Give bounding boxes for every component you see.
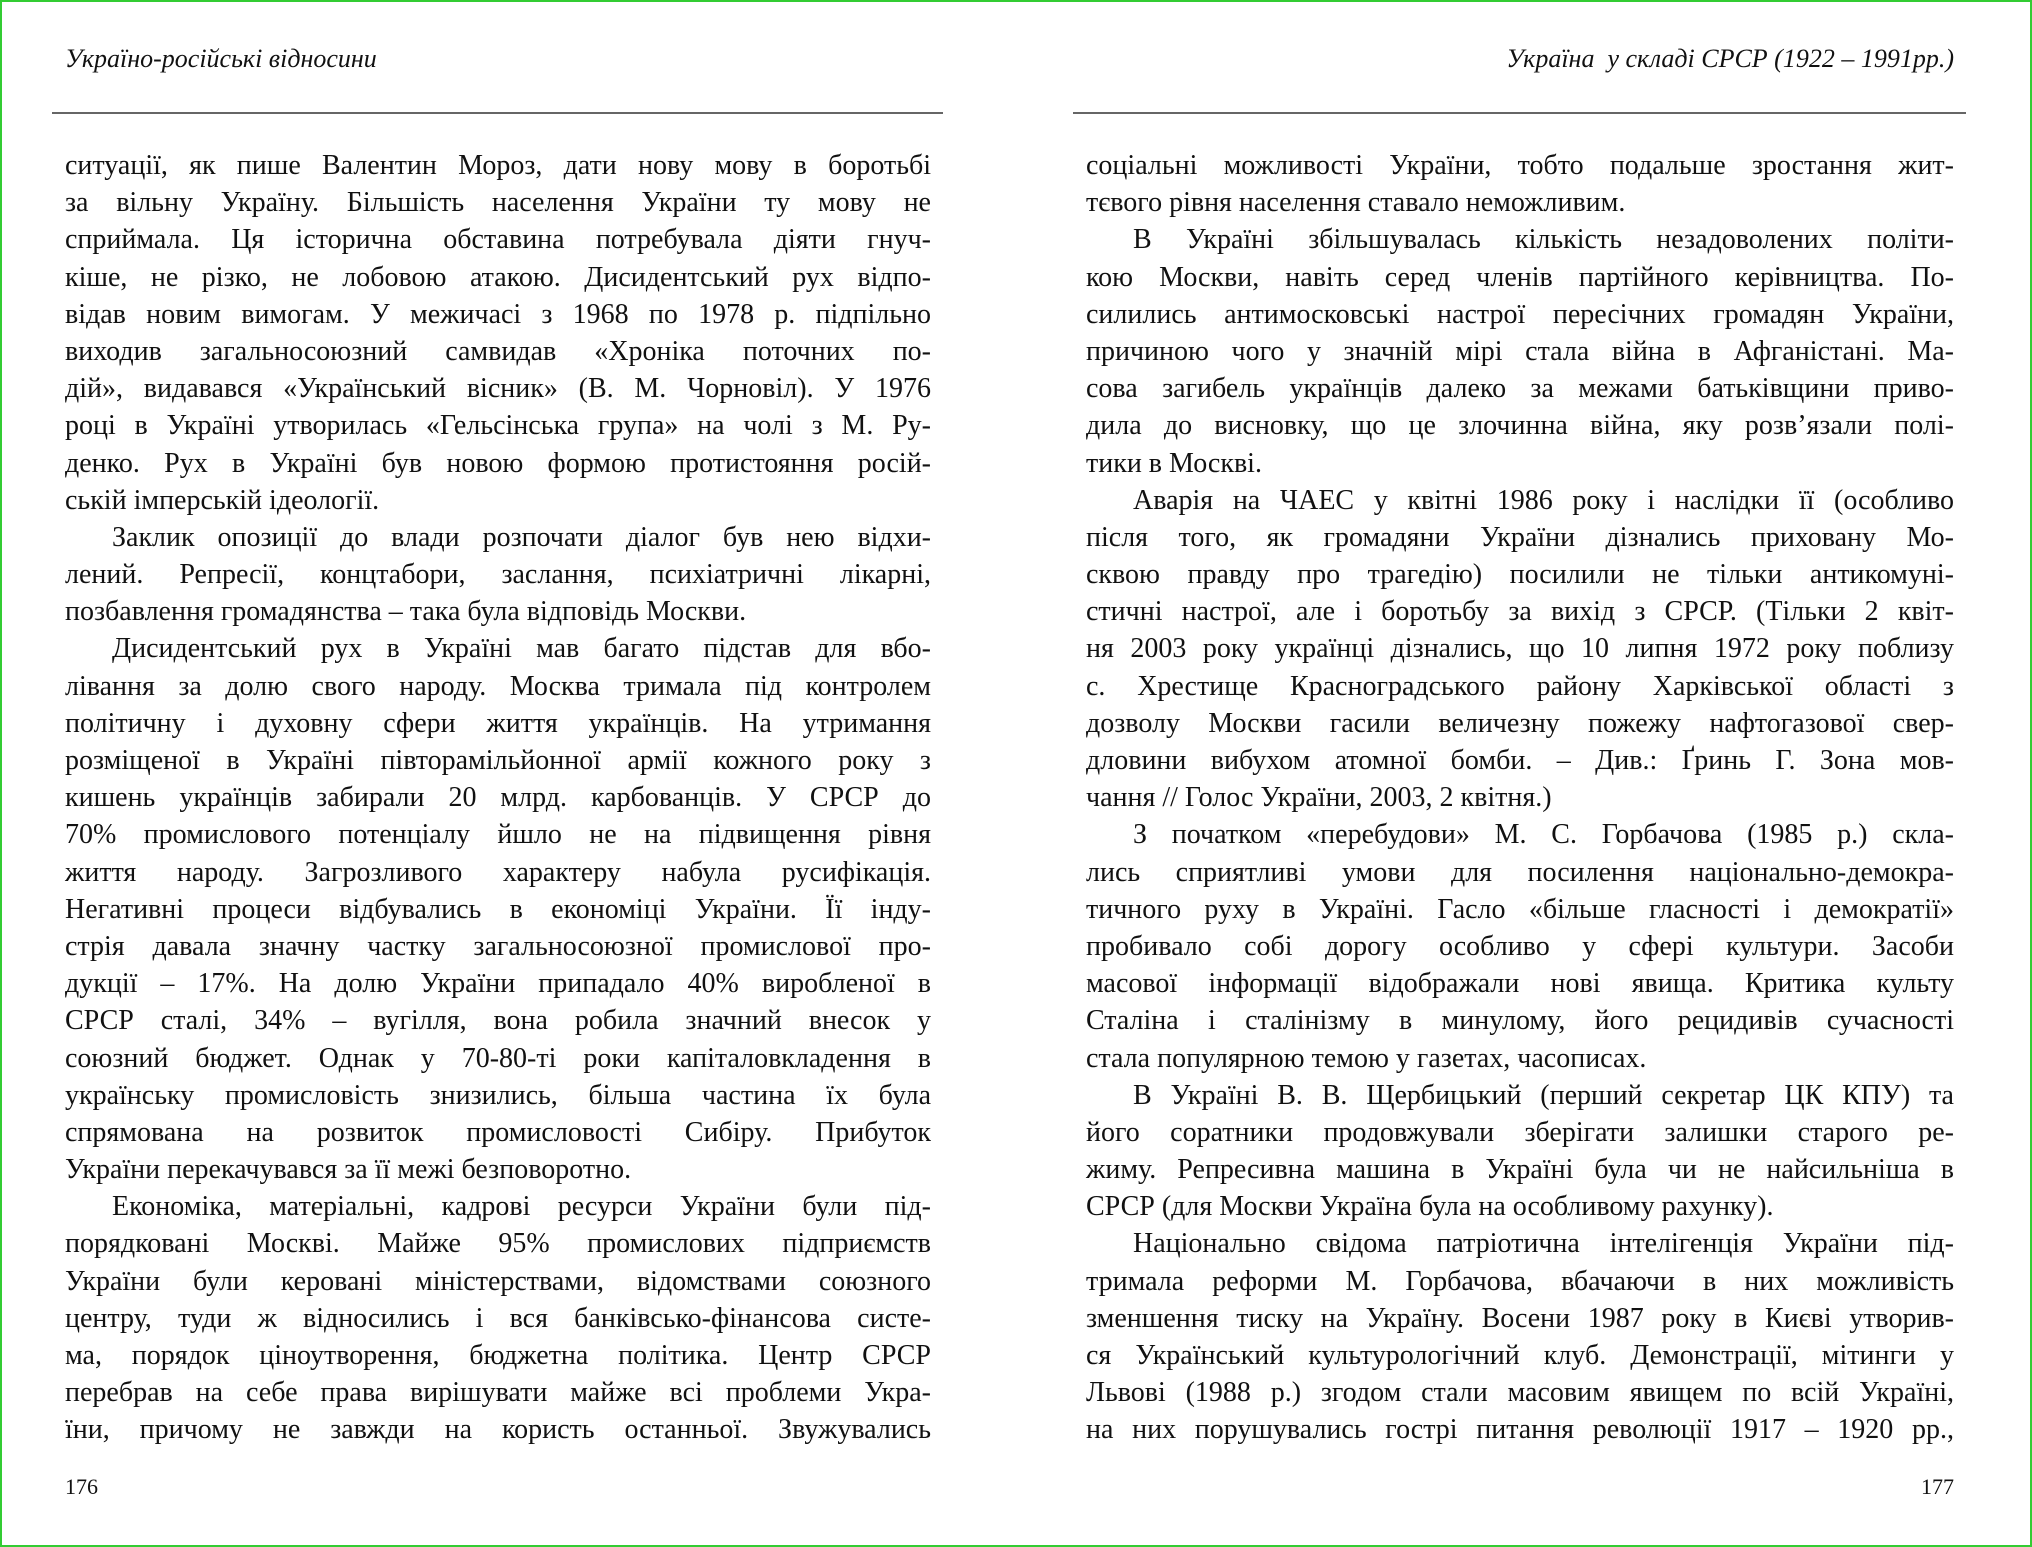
text-line: В Україні В. В. Щербицький (перший секретар ЦК КПУ) та — [1133, 1079, 1954, 1111]
text-line: лись сприятливі умови для посилення національно-демокра- — [1086, 856, 1954, 888]
text-line: дій», видавався «Український вісник» (В. М. Чорновіл). У 1976 — [65, 373, 931, 405]
text-line: 70% промислового потенціалу йшло не на підвищення рівня — [65, 819, 931, 851]
text-line: спрямована на розвиток промисловості Сибіру. Прибуток — [65, 1116, 931, 1148]
text-line: дловини вибухом атомної бомби. – Див.: Ґринь Г. Зона мов- — [1086, 745, 1954, 776]
text-line: стала популярною темою у газетах, часописах. — [1086, 1042, 1647, 1074]
text-line: лений. Репресії, концтабори, заслання, психіатричні лікарні, — [65, 559, 931, 591]
text-line: Дисидентський рух в Україні мав багато підстав для вбо- — [112, 633, 931, 665]
right-header-rule — [1073, 112, 1966, 114]
text-line: ській імперській ідеології. — [65, 484, 380, 516]
left-page-number: 176 — [65, 1474, 98, 1499]
text-line: ситуації, як пише Валентин Мороз, дати нову мову в боротьбі — [65, 150, 931, 181]
text-line: кою Москви, навіть серед членів партійного керівництва. По- — [1086, 261, 1954, 293]
text-line: денко. Рух в Україні був новою формою протистояння росій- — [65, 447, 931, 479]
right-page-number: 177 — [1921, 1474, 1954, 1499]
text-line: українську промисловість знизились, більша частина їх була — [65, 1079, 931, 1111]
text-line: соціальні можливості України, тобто подальше зростання жит- — [1086, 150, 1954, 181]
text-line: його соратники продовжували зберігати залишки старого ре- — [1086, 1116, 1954, 1148]
left-running-head: Україно-російські відносини — [65, 44, 377, 73]
text-line: масової інформації відображали нові явища. Критика культу — [1086, 968, 1954, 1000]
text-line: життя народу. Загрозливого характеру набула русифікація. — [65, 856, 931, 888]
text-line: сквою правду про трагедію) посилили не тільки антикомуні- — [1086, 559, 1954, 591]
text-line: Сталіна і сталінізму в минулому, його рецидивів сучасності — [1086, 1005, 1954, 1037]
text-line: чання // Голос України, 2003, 2 квітня.) — [1086, 782, 1552, 814]
text-line: лівання за долю свого народу. Москва тримала під контролем — [65, 670, 931, 702]
text-line: зменшення тиску на Україну. Восени 1987 року в Києві утворив- — [1086, 1302, 1954, 1334]
text-line: жиму. Репресивна машина в Україні була чи не найсильніша в — [1086, 1154, 1954, 1186]
text-line: на них порушувались гострі питання революції 1917 – 1920 рр., — [1086, 1414, 1954, 1446]
text-line: України були керовані міністерствами, відомствами союзного — [65, 1265, 931, 1297]
right-running-head: Україна у складі СРСР (1922 – 1991рр.) — [1506, 44, 1954, 73]
left-header-rule — [52, 112, 943, 114]
text-line: відав новим вимогам. У межичасі з 1968 по 1978 р. підпільно — [65, 298, 931, 330]
text-line: пробивало собі дорогу особливо у сфері культури. Засоби — [1086, 930, 1954, 962]
text-line: СРСР сталі, 34% – вугілля, вона робила значний внесок у — [65, 1005, 931, 1037]
text-line: стрія давала значну частку загальносоюзної промислової про- — [65, 930, 931, 962]
text-line: силились антимосковські настрої пересічних громадян України, — [1086, 298, 1954, 330]
text-line: тичного руху в Україні. Гасло «більше гласності і демократії» — [1086, 893, 1954, 925]
text-line: після того, як громадяни України дізнались приховану Мо- — [1086, 521, 1954, 553]
text-line: році в Україні утворилась «Гельсінська група» на чолі з М. Ру- — [65, 410, 931, 442]
text-line: порядковані Москві. Майже 95% промислових підприємств — [65, 1228, 931, 1260]
text-line: дила до висновку, що це злочинна війна, яку розв’язали полі- — [1086, 410, 1954, 442]
text-line: перебрав на себе права вирішувати майже всі проблеми Укра- — [65, 1377, 931, 1409]
text-line: їни, причому не завжди на користь останньої. Звужувались — [65, 1414, 931, 1446]
text-line: позбавлення громадянства – така була відповідь Москви. — [65, 596, 747, 628]
text-line: ся Український культурологічний клуб. Демонстрації, мітинги у — [1086, 1340, 1954, 1371]
text-line: тики в Москві. — [1086, 447, 1262, 479]
text-line: Заклик опозиції до влади розпочати діалог був нею відхи- — [112, 521, 931, 553]
text-line: Аварія на ЧАЕС у квітні 1986 року і наслідки її (особливо — [1133, 484, 1954, 516]
text-line: ня 2003 року українці дізнались, що 10 липня 1972 року поблизу — [1086, 633, 1954, 665]
text-line: причиною чого у значній мірі стала війна в Афганістані. Ма- — [1086, 335, 1954, 367]
text-line: Національно свідома патріотична інтелігенція України під- — [1133, 1228, 1954, 1260]
text-line: кишень українців забирали 20 млрд. карбованців. У СРСР до — [65, 782, 931, 814]
text-line: політичну і духовну сфери життя українців. На утримання — [65, 707, 931, 739]
text-line: дозволу Москви гасили величезну пожежу нафтогазової свер- — [1086, 707, 1954, 739]
text-line: Економіка, матеріальні, кадрові ресурси України були під- — [112, 1191, 931, 1223]
right-page-body — [1086, 147, 1954, 1449]
left-page-body — [65, 147, 931, 1449]
text-line: Львові (1988 р.) згодом стали масовим явищем по всій Україні, — [1086, 1377, 1954, 1409]
text-line: сприймала. Ця історична обставина потребувала діяти гнуч- — [65, 224, 931, 256]
text-line: ма, порядок ціноутворення, бюджетна політика. Центр СРСР — [65, 1340, 931, 1371]
text-line: за вільну Україну. Більшість населення України ту мову не — [65, 187, 931, 219]
text-line: СРСР (для Москви Україна була на особливому рахунку). — [1086, 1191, 1774, 1223]
text-line: сова загибель українців далеко за межами батьківщини приво- — [1086, 373, 1954, 405]
text-line: тєвого рівня населення ставало неможливим. — [1086, 187, 1626, 219]
text-line: тримала реформи М. Горбачова, вбачаючи в них можливість — [1086, 1265, 1954, 1297]
text-line: України перекачувався за її межі безповоротно. — [65, 1154, 632, 1186]
text-line: союзний бюджет. Однак у 70-80-ті роки капіталовкладення в — [65, 1042, 931, 1074]
text-line: виходив загальносоюзний самвидав «Хроніка поточних по- — [65, 335, 931, 367]
text-line: З початком «перебудови» М. С. Горбачова (1985 р.) скла- — [1133, 819, 1954, 851]
text-line: В Україні збільшувалась кількість незадоволених політи- — [1133, 224, 1954, 256]
text-line: центру, туди ж відносились і вся банківсько-фінансова систе- — [65, 1302, 931, 1334]
text-line: стичні настрої, але і боротьбу за вихід з СРСР. (Тільки 2 квіт- — [1086, 596, 1954, 628]
text-line: розміщеної в Україні півторамільйонної армії кожного року з — [65, 745, 931, 776]
text-line: кіше, не різко, не лобовою атакою. Дисидентський рух відпо- — [65, 261, 931, 293]
text-line: с. Хрестище Красноградського району Харківської області з — [1086, 670, 1954, 702]
text-line: дукції – 17%. На долю України припадало 40% виробленої в — [65, 968, 931, 1000]
text-line: Негативні процеси відбувались в економіці України. Її інду- — [65, 893, 931, 925]
